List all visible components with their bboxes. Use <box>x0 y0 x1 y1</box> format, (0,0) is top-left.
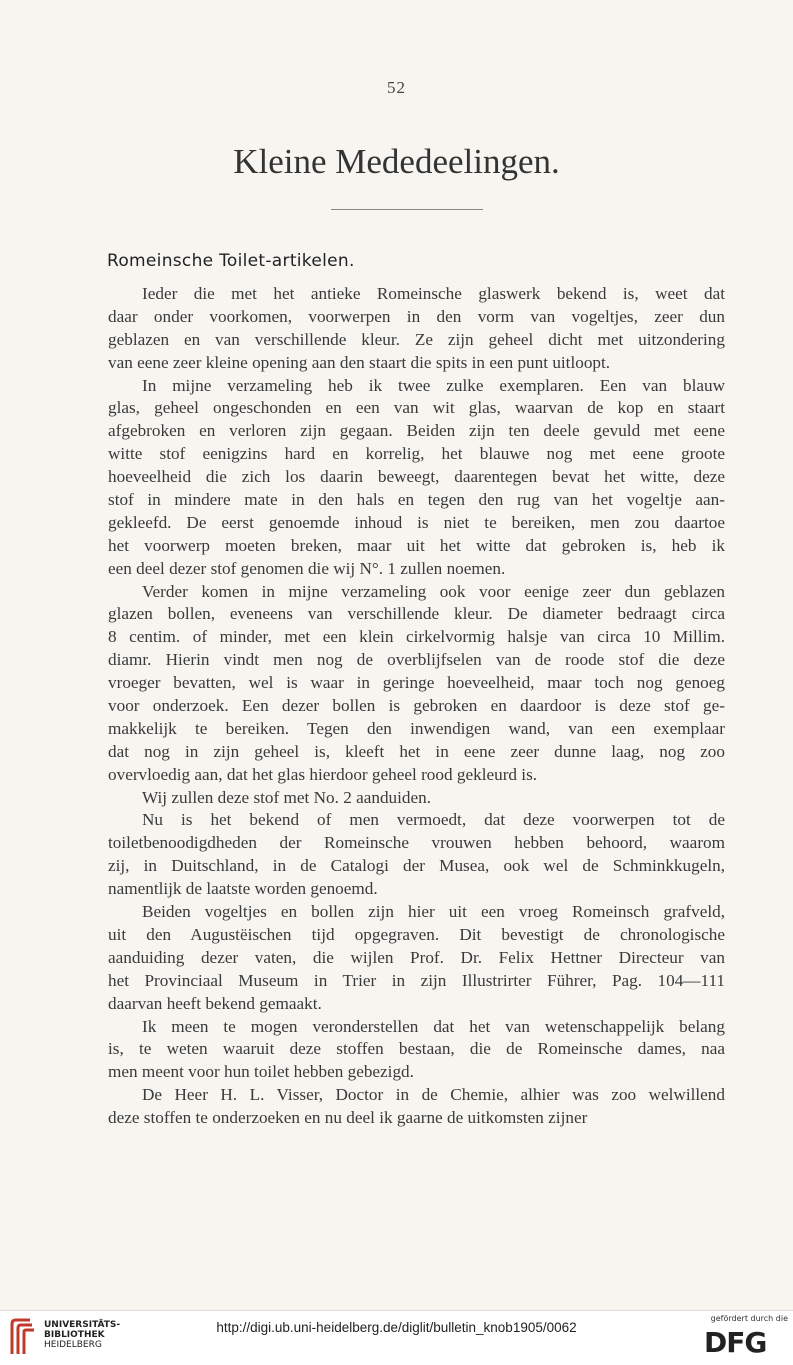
text-line: witte stof eenigzins hard en korrelig, het blauwe nog met eene groote <box>108 444 725 464</box>
article-body <box>108 283 725 1130</box>
text-line: Ik meen te mogen veronderstellen dat het van wetenschappelijk belang <box>142 1016 725 1036</box>
text-line: Verder komen in mijne verzameling ook voor eenige zeer dun geblazen <box>142 581 725 601</box>
text-line: stof in mindere mate in den hals en tegen den rug van het vogeltje aan- <box>108 490 725 510</box>
text-line: geblazen en van verschillende kleur. Ze zijn geheel dicht met uitzondering <box>108 329 725 349</box>
text-line: toiletbenoodigdheden der Romeinsche vrouwen hebben behoord, waarom <box>108 833 725 853</box>
text-line: uit den Augustëischen tijd opgegraven. Dit bevestigt de chronologische <box>108 924 725 944</box>
text-line: afgebroken en verloren zijn gegaan. Beiden zijn ten deele gevuld met eene <box>108 421 725 441</box>
text-line: het voorwerp moeten breken, maar uit het witte dat gebroken is, heb ik <box>108 535 725 555</box>
dfg-logo[interactable]: DFG <box>704 1326 767 1359</box>
text-line: voor onderzoek. Een dezer bollen is gebroken en daardoor is deze stof ge- <box>108 696 725 716</box>
text-line: het Provinciaal Museum in Trier in zijn Illustrirter Führer, Pag. 104—111 <box>108 970 725 990</box>
text-line: diamr. Hierin vindt men nog de overblijfselen van de roode stof die deze <box>108 650 725 670</box>
permalink-url[interactable]: http://digi.ub.uni-heidelberg.de/diglit/bulletin_knob1905/0062 <box>216 1320 577 1335</box>
text-line: aanduiding dezer vaten, die wijlen Prof. Dr. Felix Hettner Directeur van <box>108 947 725 967</box>
text-line: 8 centim. of minder, met een klein cirkelvormig halsje van circa 10 Millim. <box>108 627 725 647</box>
text-line: Ieder die met het antieke Romeinsche glaswerk bekend is, weet dat <box>142 284 725 303</box>
page-number: 52 <box>387 78 406 97</box>
title-rule <box>331 209 483 210</box>
text-line: gekleefd. De eerst genoemde inhoud is niet te bereiken, men zou daartoe <box>108 512 725 532</box>
library-name-line-3: HEIDELBERG <box>44 1340 102 1350</box>
text-line: daarvan heeft bekend gemaakt. <box>108 993 322 1013</box>
text-line: De Heer H. L. Visser, Doctor in de Chemie, alhier was zoo welwillend <box>142 1085 725 1105</box>
text-line: makkelijk te bereiken. Tegen den inwendigen wand, van een exemplaar <box>108 718 725 738</box>
text-line: In mijne verzameling heb ik twee zulke exemplaren. Een van blauw <box>142 375 725 395</box>
text-line: deze stoffen te onderzoeken en nu deel ik gaarne de uitkomsten zijner <box>108 1108 588 1128</box>
text-line: daar onder voorkomen, voorwerpen in den vorm van vogeltjes, zeer dun <box>108 306 725 326</box>
text-line: Nu is het bekend of men vermoedt, dat deze voorwerpen tot de <box>142 810 725 830</box>
text-line: een deel dezer stof genomen die wij N°. 1 zullen noemen. <box>108 558 506 578</box>
text-line: glas, geheel ongeschonden en een van wit glas, waarvan de kop en staart <box>108 398 725 418</box>
text-line: Wij zullen deze stof met No. 2 aanduiden. <box>142 787 432 807</box>
text-line: glazen bollen, eveneens van verschillende kleur. De diameter bedraagt circa <box>108 604 725 624</box>
funding-caption: gefördert durch die <box>710 1314 788 1323</box>
text-line: men meent voor hun toilet hebben gebezigd. <box>108 1062 414 1082</box>
library-name-line-1: UNIVERSITÄTS- <box>44 1320 121 1330</box>
text-line: van eene zeer kleine opening aan den staart die spits in een punt uitloopt. <box>108 352 611 372</box>
section-heading: Romeinsche Toilet-artikelen. <box>107 251 355 271</box>
page-title: Kleine Mededeelingen. <box>233 142 560 181</box>
library-name-line-2: BIBLIOTHEK <box>44 1330 105 1340</box>
text-line: hoeveelheid die zich los daarin beweegt, daarentegen bevat het witte, deze <box>108 467 725 487</box>
text-line: zij, in Duitschland, in de Catalogi der Musea, ook wel de Schminkkugeln, <box>108 856 725 876</box>
text-line: namentlijk de laatste worden genoemd. <box>108 879 378 899</box>
text-line: overvloedig aan, dat het glas hierdoor geheel rood gekleurd is. <box>108 764 538 784</box>
text-line: vroeger bevatten, wel is waar in geringe hoeveelheid, maar toch nog genoeg <box>108 673 725 693</box>
text-line: dat nog in zijn geheel is, kleeft het in eene zeer dunne laag, nog zoo <box>108 741 725 761</box>
text-line: is, te weten waaruit deze stoffen bestaan, die de Romeinsche dames, naa <box>108 1039 725 1059</box>
text-line: Beiden vogeltjes en bollen zijn hier uit een vroeg Romeinsch grafveld, <box>142 902 725 922</box>
